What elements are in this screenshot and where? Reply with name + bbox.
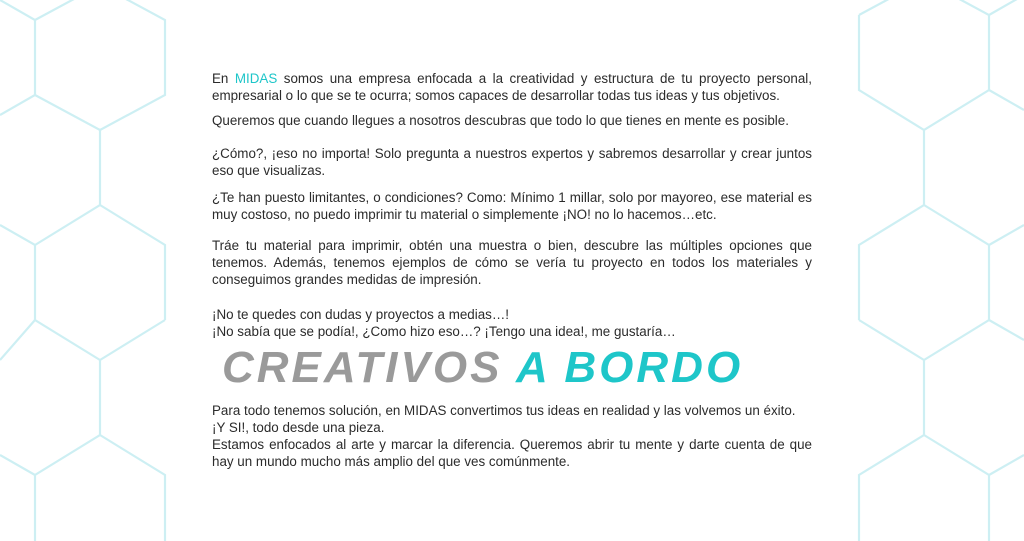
headline-part2: A BORDO [516,343,744,392]
brand-name: MIDAS [234,71,278,86]
closing-line2: ¡Y SI!, todo desde una pieza. [212,420,385,435]
paragraph-6b: ¡No sabía que se podía!, ¿Como hizo eso…? ¡Tengo una idea!, me gustaría… [212,324,676,339]
hex-pattern-right [854,0,1024,541]
closing-line1: Para todo tenemos solución, en MIDAS convertimos tus ideas en realidad y las volvemos un éxito. [212,403,796,418]
headline-part1: CREATIVOS [222,343,503,392]
paragraph-6a: ¡No te quedes con dudas y proyectos a medias…! [212,307,509,322]
intro-prefix: En [212,71,235,86]
hex-pattern-left [0,0,170,541]
intro-text: somos una empresa enfocada a la creatividad y estructura de tu proyecto personal, empresarial o lo que se te ocurra; somos capaces de desarrollar todas tus ideas y tus objetivos. [212,71,812,103]
paragraph-2: Queremos que cuando llegues a nosotros descubras que todo lo que tienes en mente es posible. [212,113,789,128]
closing-line3: Estamos enfocados al arte y marcar la diferencia. Queremos abrir tu mente y darte cuenta de que hay un mundo mucho más amplio del que ves comúnmente. [212,437,812,469]
paragraph-5: Tráe tu material para imprimir, obtén una muestra o bien, descubre las múltiples opciones que tenemos. Además, tenemos ejemplos de cómo se vería tu proyecto en todos los materiales y conseguimos grandes medidas de impresión. [212,238,812,287]
paragraph-4: ¿Te han puesto limitantes, o condiciones? Como: Mínimo 1 millar, solo por mayoreo, ese material es muy costoso, no puedo imprimir tu material o simplemente ¡NO! no lo hacemos…etc. [212,190,812,222]
closing-text [212,402,812,470]
body-text [212,70,812,340]
intro-paragraph [212,70,812,104]
paragraph-3: ¿Cómo?, ¡eso no importa! Solo pregunta a nuestros expertos y sabremos desarrollar y crear juntos eso que visualizas. [212,146,812,178]
headline [222,343,743,393]
